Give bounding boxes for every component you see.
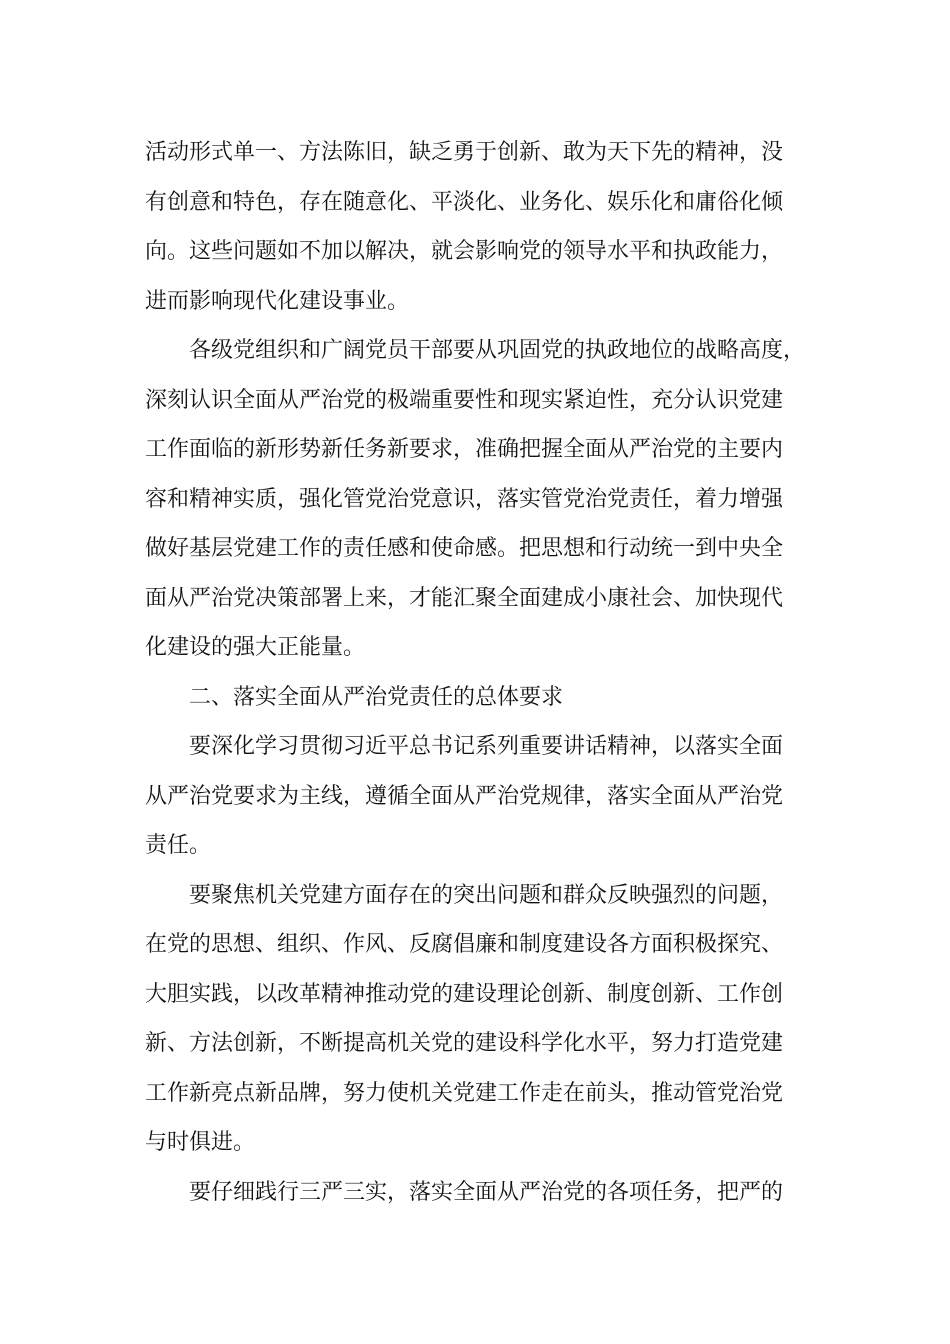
text-line: 向。这些问题如不加以解决，就会影响党的领导水平和执政能力，	[145, 239, 784, 264]
text-line: 在党的思想、组织、作风、反腐倡廉和制度建设各方面积极探究、	[145, 932, 784, 957]
text-line: 责任。	[145, 833, 212, 858]
text-line: 化建设的强大正能量。	[145, 635, 366, 660]
text-line: 与时俱进。	[145, 1130, 256, 1155]
text-line: 要深化学习贯彻习近平总书记系列重要讲话精神，以落实全面	[189, 734, 784, 759]
text-line: 活动形式单一、方法陈旧，缺乏勇于创新、敢为天下先的精神，没	[145, 140, 784, 165]
text-line: 要仔细践行三严三实，落实全面从严治党的各项任务，把严的	[189, 1179, 784, 1205]
text-line: 各级党组织和广阔党员干部要从巩固党的执政地位的战略高度，	[189, 338, 806, 363]
text-line: 有创意和特色，存在随意化、平淡化、业务化、娱乐化和庸俗化倾	[145, 189, 784, 215]
text-line: 容和精神实质，强化管党治党意识，落实管党治党责任，着力增强	[145, 486, 784, 512]
text-line: 工作面临的新形势新任务新要求，准确把握全面从严治党的主要内	[145, 437, 784, 462]
heading-line: 二、落实全面从严治党责任的总体要求	[189, 684, 564, 710]
text-line: 工作新亮点新品牌，努力使机关党建工作走在前头，推动管党治党	[145, 1080, 784, 1106]
text-line: 大胆实践，以改革精神推动党的建设理论创新、制度创新、工作创	[145, 981, 784, 1007]
section-heading	[145, 673, 815, 723]
text-line: 深刻认识全面从严治党的极端重要性和现实紧迫性，充分认识党建	[145, 387, 784, 413]
document-body	[145, 128, 815, 1217]
paragraph-5	[145, 1168, 815, 1218]
text-line: 从严治党要求为主线，遵循全面从严治党规律，落实全面从严治党	[145, 783, 784, 809]
text-line: 要聚焦机关党建方面存在的突出问题和群众反映强烈的问题，	[189, 882, 784, 908]
paragraph-3	[145, 722, 815, 871]
text-line: 面从严治党决策部署上来，才能汇聚全面建成小康社会、加快现代	[145, 585, 784, 611]
text-line: 新、方法创新，不断提高机关党的建设科学化水平，努力打造党建	[145, 1031, 784, 1056]
text-line: 做好基层党建工作的责任感和使命感。把思想和行动统一到中央全	[145, 536, 784, 561]
paragraph-1	[145, 128, 815, 326]
paragraph-2	[145, 326, 815, 673]
text-line: 进而影响现代化建设事业。	[145, 288, 410, 314]
paragraph-4	[145, 871, 815, 1168]
